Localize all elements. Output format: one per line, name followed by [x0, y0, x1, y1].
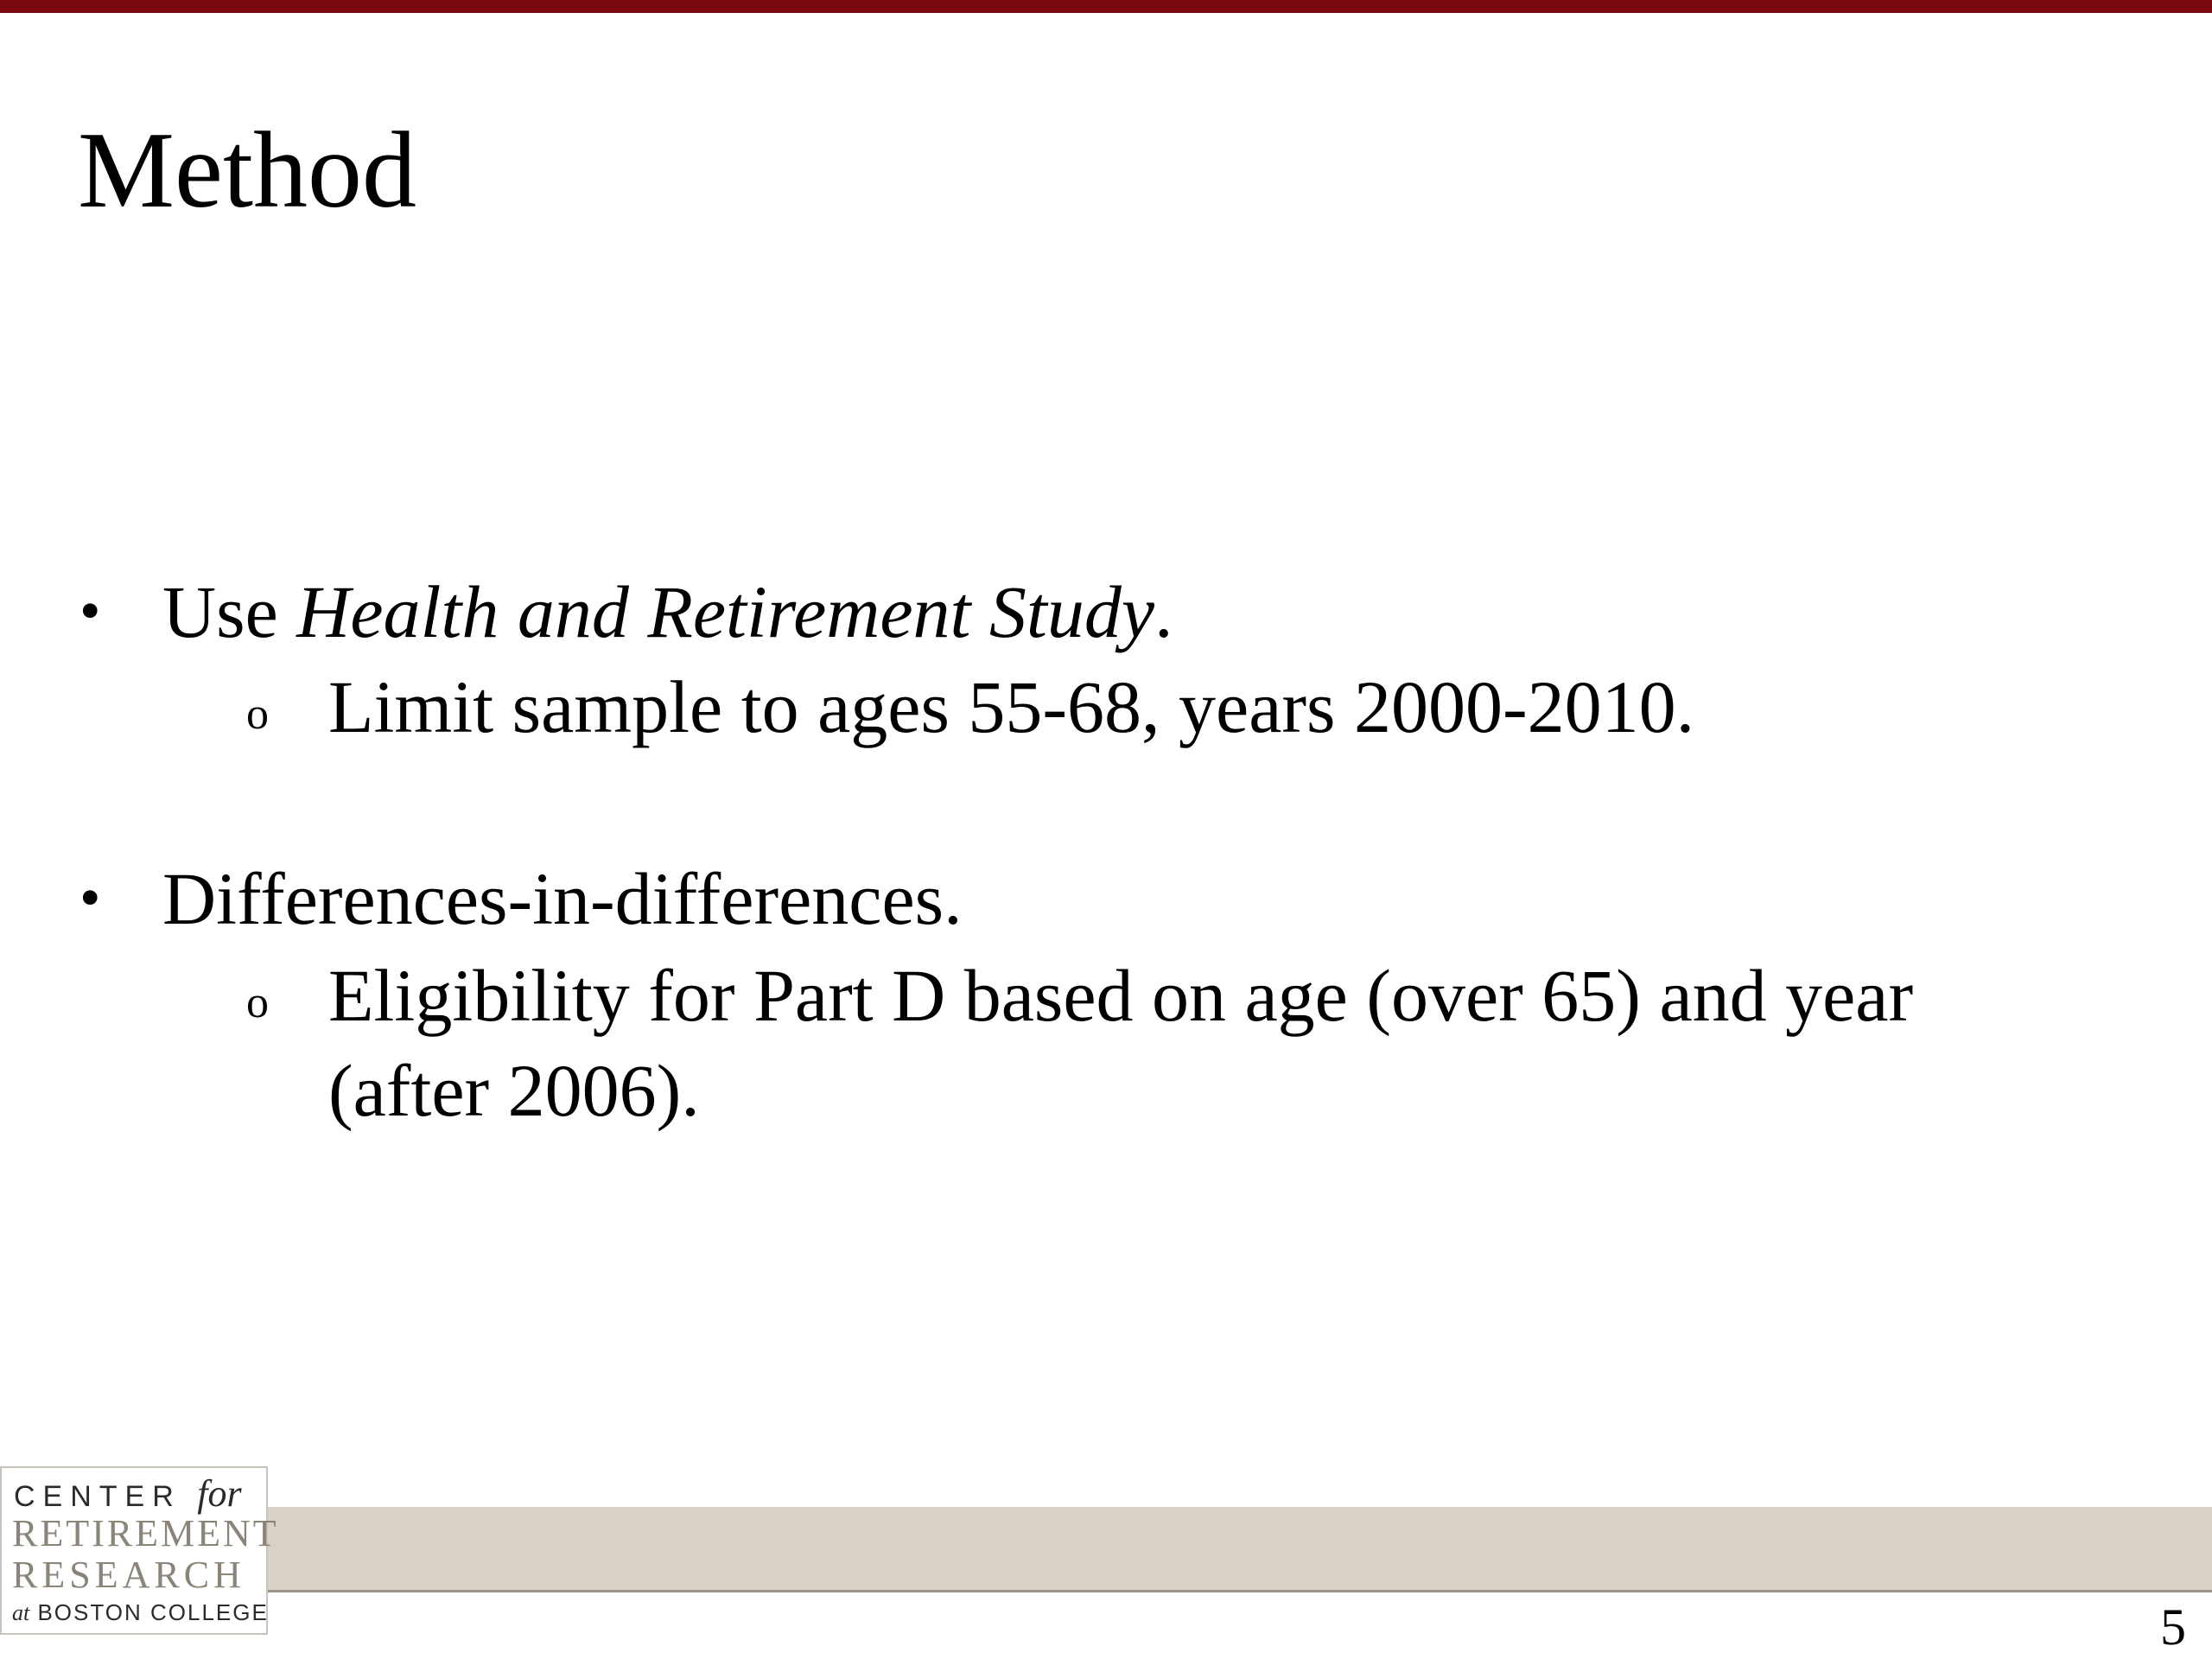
crr-logo — [0, 1466, 279, 1635]
bullet-dot-icon: • — [79, 578, 101, 645]
sub-item-2-1-line-1: Eligibility for Part D based on age (over 65) and year — [328, 954, 1914, 1037]
slide-title: Method — [78, 111, 416, 231]
logo-retirement-text: RETIREMENT — [12, 1512, 279, 1554]
page-number: 5 — [2160, 1599, 2186, 1656]
sub-item-1-1: Limit sample to ages 55-68, years 2000-2010. — [328, 665, 1695, 748]
bullet-1-suffix: . — [1154, 570, 1173, 653]
logo-research-text: RESEARCH — [12, 1554, 245, 1596]
bullet-1-study-name: Health and Retirement Study — [296, 570, 1154, 653]
logo-for-text: for — [197, 1472, 242, 1515]
bullet-item-2: Differences-in-differences. — [162, 857, 963, 940]
logo-at-text: at — [12, 1600, 30, 1625]
sub-bullet-circle-icon: o — [246, 690, 269, 739]
logo-center-text: CENTER — [14, 1480, 181, 1513]
sub-item-2-1-line-2: (after 2006). — [328, 1049, 700, 1132]
logo-college-text: BOSTON COLLEGE — [37, 1599, 269, 1625]
logo-line-college — [12, 1598, 269, 1628]
bullet-1-prefix: Use — [162, 570, 297, 653]
sub-bullet-circle-icon: o — [246, 978, 269, 1027]
logo-line-center — [14, 1472, 242, 1516]
bullet-item-1 — [162, 564, 1173, 659]
bullet-dot-icon: • — [79, 865, 101, 931]
top-accent-bar — [0, 0, 2212, 13]
footer-band — [0, 1507, 2212, 1592]
